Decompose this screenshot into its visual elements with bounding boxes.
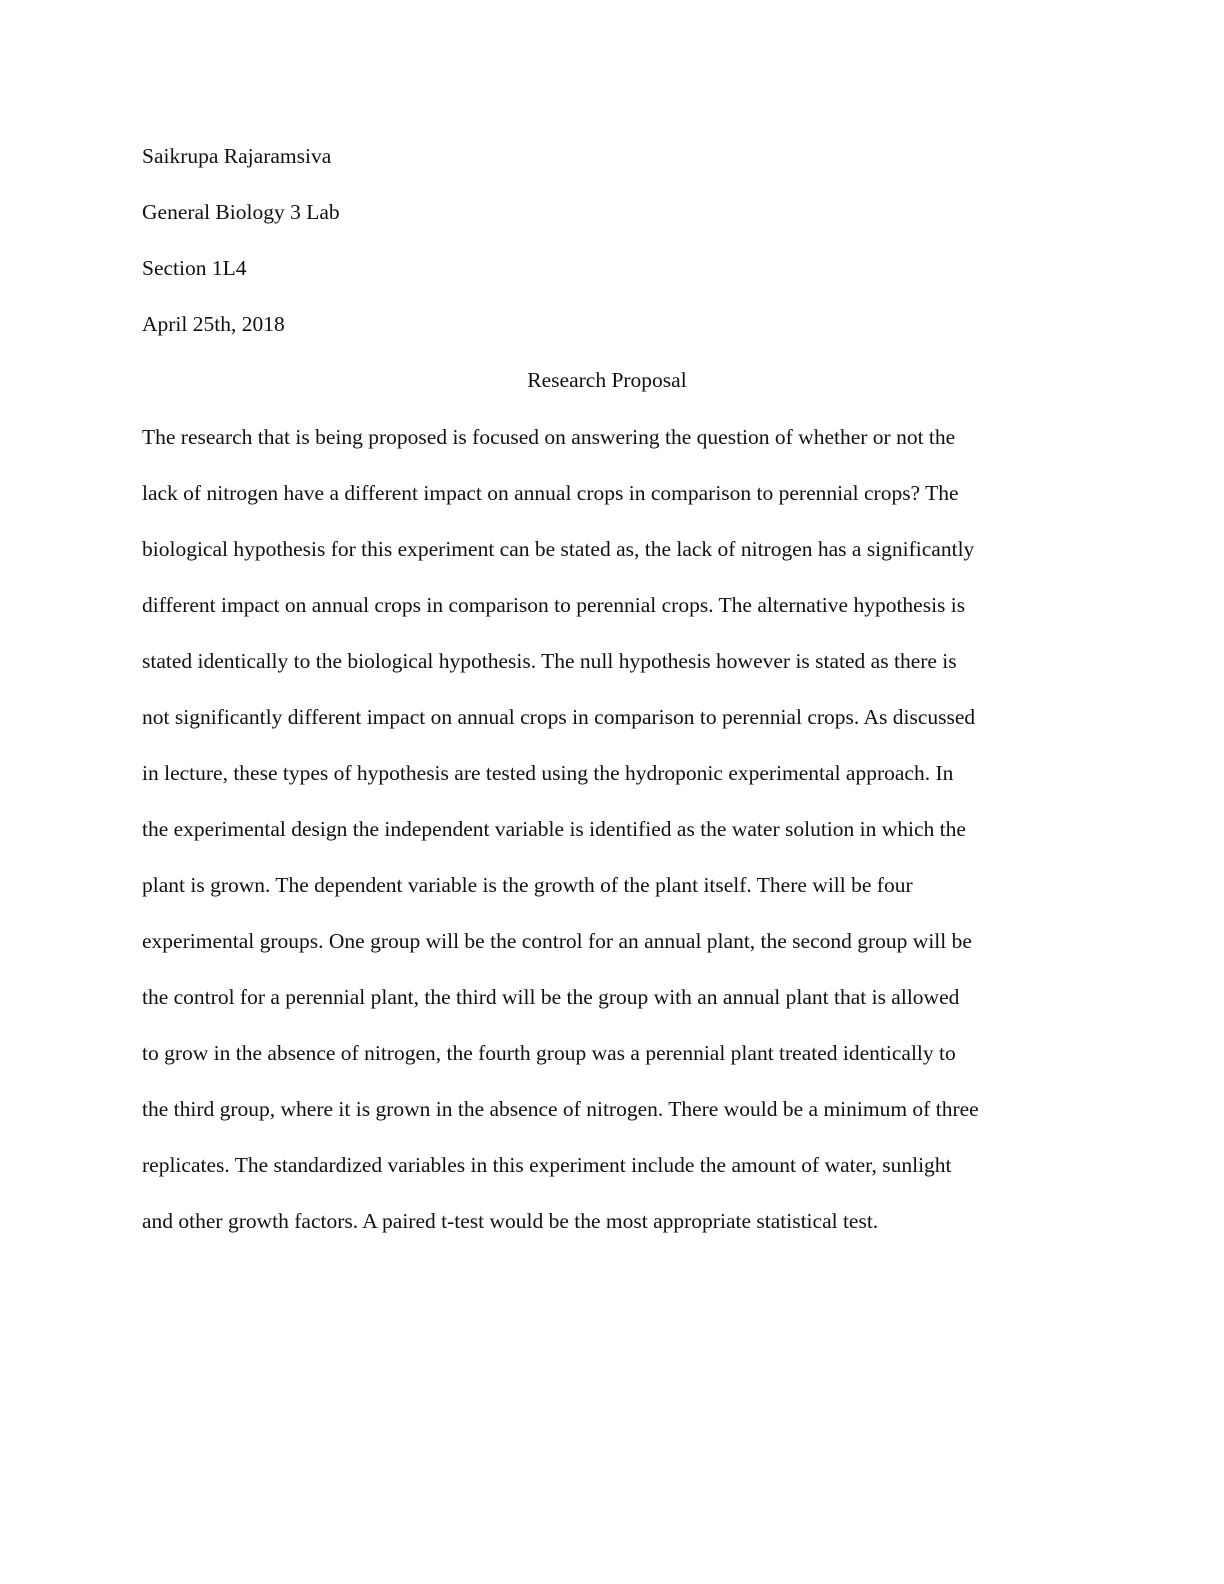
section-number: Section 1L4 <box>142 256 247 280</box>
body-line: The research that is being proposed is focused on answering the question of whether or not the <box>142 425 956 449</box>
author-name: Saikrupa Rajaramsiva <box>142 144 332 168</box>
body-line: the third group, where it is grown in the absence of nitrogen. There would be a minimum of three <box>142 1097 979 1121</box>
document-title: Research Proposal <box>527 368 687 392</box>
body-line: different impact on annual crops in comparison to perennial crops. The alternative hypothesis is <box>142 593 966 617</box>
body-line: stated identically to the biological hypothesis. The null hypothesis however is stated as there is <box>142 649 957 673</box>
course-name: General Biology 3 Lab <box>142 200 340 224</box>
body-line: lack of nitrogen have a different impact on annual crops in comparison to perennial crops? The <box>142 481 959 505</box>
body-line: biological hypothesis for this experiment can be stated as, the lack of nitrogen has a significantly <box>142 537 975 561</box>
body-line: the control for a perennial plant, the third will be the group with an annual plant that is allowed <box>142 985 960 1009</box>
body-line: in lecture, these types of hypothesis are tested using the hydroponic experimental approach. In <box>142 761 954 785</box>
body-line: not significantly different impact on annual crops in comparison to perennial crops. As discussed <box>142 705 976 729</box>
body-line: replicates. The standardized variables in this experiment include the amount of water, sunlight <box>142 1153 952 1177</box>
body-line: experimental groups. One group will be the control for an annual plant, the second group will be <box>142 929 972 953</box>
body-line: to grow in the absence of nitrogen, the fourth group was a perennial plant treated identically to <box>142 1041 956 1065</box>
document-date: April 25th, 2018 <box>142 312 285 336</box>
body-line: plant is grown. The dependent variable is the growth of the plant itself. There will be four <box>142 873 913 897</box>
body-line: the experimental design the independent variable is identified as the water solution in which the <box>142 817 966 841</box>
body-line: and other growth factors. A paired t-test would be the most appropriate statistical test. <box>142 1209 879 1233</box>
